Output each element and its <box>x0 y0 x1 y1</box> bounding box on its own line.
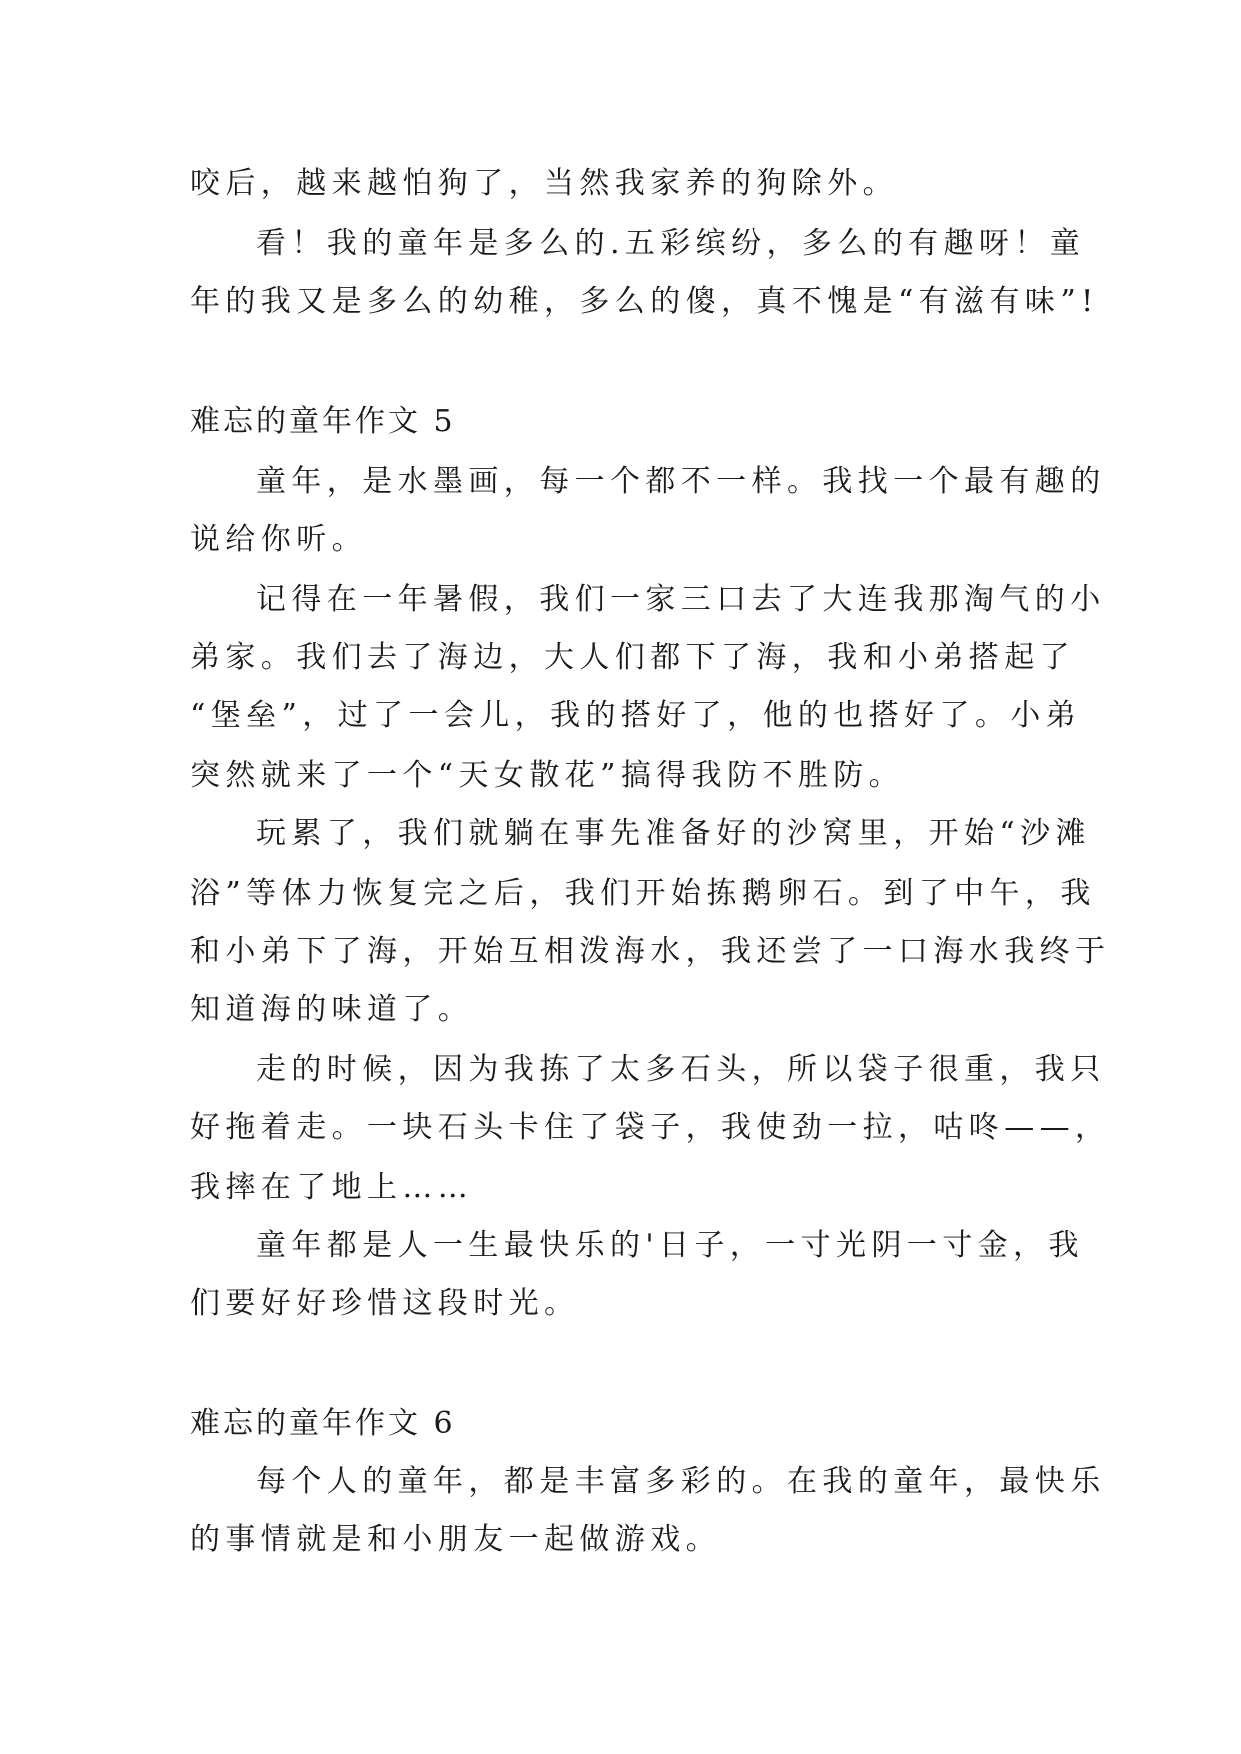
section-heading: 难忘的童年作文 6 <box>190 1406 456 1441</box>
paragraph-line: 童年都是人一生最快乐的'日子，一寸光阴一寸金，我 <box>256 1228 1084 1263</box>
paragraph-line: 好拖着走。一块石头卡住了袋子，我使劲一拉，咕咚——， <box>190 1110 1111 1145</box>
paragraph-line: 弟家。我们去了海边，大人们都下了海，我和小弟搭起了 <box>190 640 1075 675</box>
paragraph-line: 说给你听。 <box>190 522 367 557</box>
paragraph-line: 们要好好珍惜这段时光。 <box>190 1286 580 1321</box>
paragraph-line: 浴”等体力恢复完之后，我们开始拣鹅卵石。到了中午，我 <box>190 876 1096 911</box>
paragraph-line: “堡垒”，过了一会儿，我的搭好了，他的也搭好了。小弟 <box>190 698 1082 733</box>
section-heading: 难忘的童年作文 5 <box>190 404 456 439</box>
paragraph-line: 咬后，越来越怕狗了，当然我家养的狗除外。 <box>190 166 898 201</box>
paragraph-line: 走的时候，因为我拣了太多石头，所以袋子很重，我只 <box>256 1052 1106 1087</box>
paragraph-line: 年的我又是多么的幼稚，多么的傻，真不愧是“有滋有味”! <box>190 284 1099 319</box>
paragraph-line: 每个人的童年，都是丰富多彩的。在我的童年，最快乐 <box>256 1464 1106 1499</box>
paragraph-line: 看！我的童年是多么的.五彩缤纷，多么的有趣呀！童 <box>256 226 1086 261</box>
paragraph-line: 和小弟下了海，开始互相泼海水，我还尝了一口海水我终于 <box>190 934 1111 969</box>
paragraph-line: 玩累了，我们就躺在事先准备好的沙窝里，开始“沙滩 <box>256 816 1091 851</box>
paragraph-line: 知道海的味道了。 <box>190 992 474 1027</box>
paragraph-line: 童年，是水墨画，每一个都不一样。我找一个最有趣的 <box>256 464 1106 499</box>
paragraph-line: 我摔在了地上…… <box>190 1170 474 1205</box>
paragraph-line: 记得在一年暑假，我们一家三口去了大连我那淘气的小 <box>256 582 1106 617</box>
paragraph-line: 突然就来了一个“天女散花”搞得我防不胜防。 <box>190 758 905 793</box>
paragraph-line: 的事情就是和小朋友一起做游戏。 <box>190 1522 721 1557</box>
